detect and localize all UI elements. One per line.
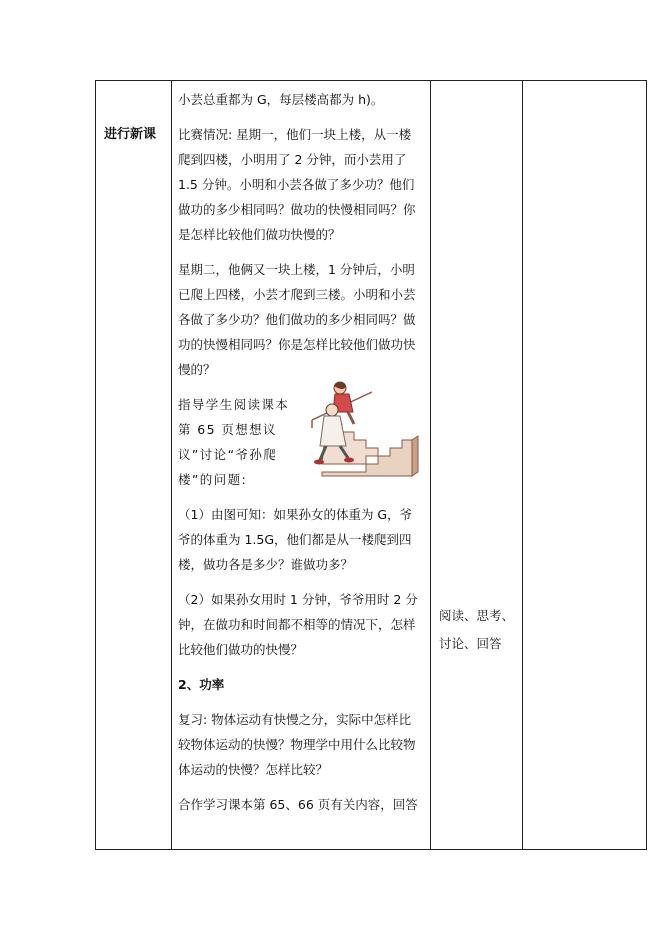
stage-cell bbox=[96, 81, 172, 850]
student-activity-cell bbox=[431, 81, 523, 850]
section-heading-power: 2、功率 bbox=[178, 677, 225, 692]
table-row bbox=[96, 81, 647, 850]
lesson-plan-table bbox=[95, 80, 647, 850]
paragraph-tuesday: 星期二，他俩又一块上楼，1 分钟后，小明已爬上四楼，小芸才爬到三楼。小明和小芸各做了多少功？他们做功的多少相同吗？做功的快慢相同吗？你是怎样比较他们做功快慢的？ bbox=[178, 262, 416, 377]
paragraph-review: 复习: 物体运动有快慢之分，实际中怎样比较物体运动的快慢？物理学中用什么比较物体运动的快慢？怎样比较？ bbox=[178, 712, 416, 777]
paragraph-cooperative-study: 合作学习课本第 65、66 页有关内容，回答 bbox=[178, 797, 418, 812]
stair-climbing-illustration bbox=[302, 380, 422, 492]
stage-label: 进行新课 bbox=[104, 127, 157, 142]
paragraph-reading-guide: 指导学生阅读课本第 65 页想想议议”讨论“爷孙爬楼”的问题: bbox=[178, 397, 290, 487]
content-cell bbox=[172, 81, 431, 850]
paragraph-monday: 比赛情况: 星期一，他们一块上楼，从一楼爬到四楼，小明用了 2 分钟，而小芸用了 1.5 分钟。小明和小芸各做了多少功？他们做功的多少相同吗？做功的快慢相同吗？你是怎样比较他们做功快慢的？ bbox=[178, 127, 416, 242]
student-activity-text: 阅读、思考、讨论、回答 bbox=[439, 608, 515, 651]
paragraph-weights: 小芸总重都为 G，每层楼高都为 h)。 bbox=[178, 92, 384, 107]
paragraph-question-2: （2）如果孙女用时 1 分钟，爷爷用时 2 分钟，在做功和时间都不相等的情况下，怎样比较他们做功的快慢？ bbox=[178, 592, 418, 657]
notes-cell bbox=[523, 81, 647, 850]
paragraph-question-1: （1）由图可知：如果孙女的体重为 G，爷爷的体重为 1.5G，他们都是从一楼爬到四楼，做功各是多少？谁做功多？ bbox=[178, 507, 413, 572]
